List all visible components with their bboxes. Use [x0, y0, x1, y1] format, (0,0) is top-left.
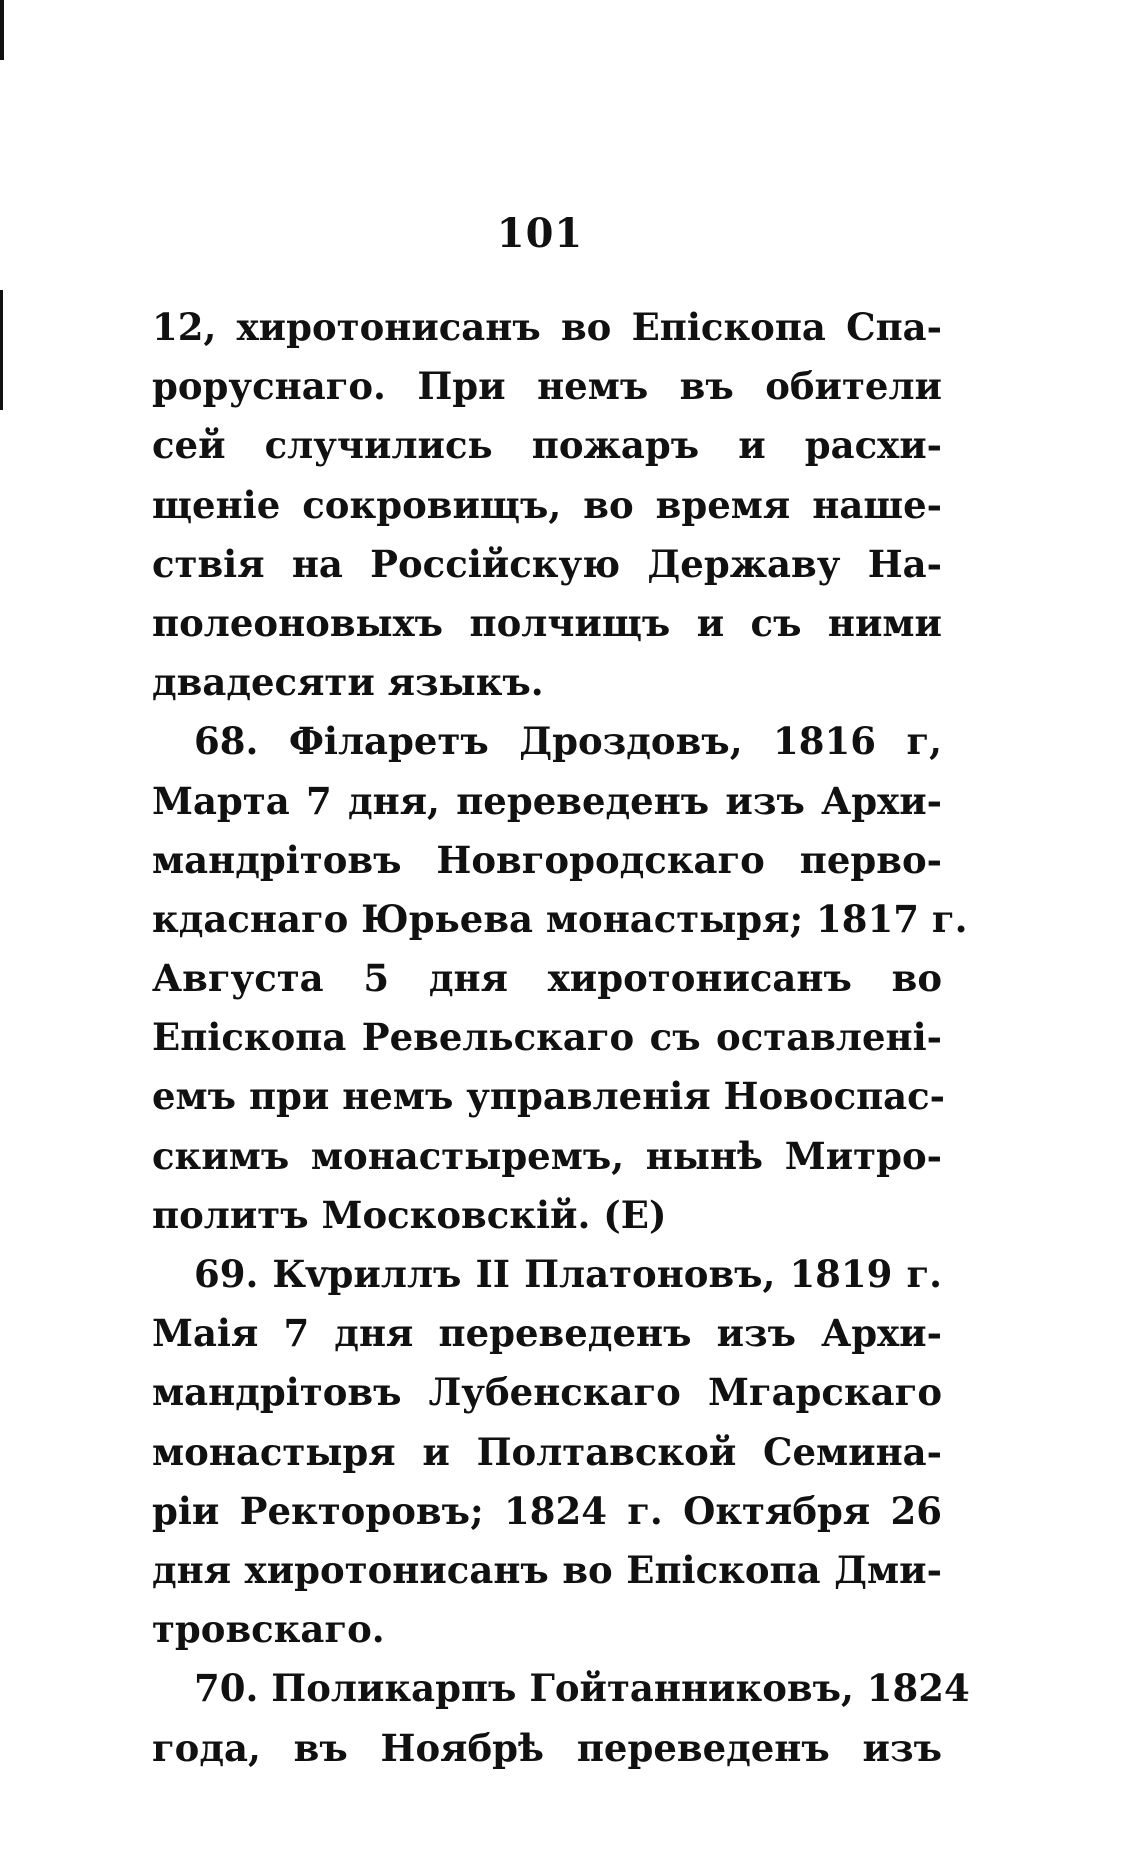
- text-line: двадесяти языкъ.: [152, 660, 544, 705]
- text-line: ріи Ректоровъ; 1824 г. Октября 26: [152, 1488, 942, 1533]
- text-line: дня хиротонисанъ во Епіскопа Дми-: [152, 1547, 942, 1592]
- text-line: года, въ Ноябрѣ переведенъ изъ: [152, 1725, 942, 1770]
- entry-69-start: 69. Кvриллъ II Платоновъ, 1819 г.: [194, 1252, 942, 1296]
- text-line: политъ Московскій. (Е): [152, 1192, 667, 1237]
- text-line: мандрітовъ Лубенскаго Мгарскаго: [152, 1370, 942, 1415]
- entry-68-start: 68. Філаретъ Дроздовъ, 1816 г,: [194, 719, 942, 764]
- text-line: тровскаго.: [152, 1607, 385, 1652]
- text-line: щеніе сокровищъ, во время наше-: [152, 482, 942, 527]
- page-number: 101: [496, 210, 584, 257]
- text-line: ствія на Россійскую Державу На-: [152, 541, 942, 586]
- left-edge-mark: [0, 290, 3, 410]
- text-line: 12, хиротонисанъ во Епіскопа Спа-: [152, 305, 942, 349]
- text-line: сей случились пожаръ и расхи-: [152, 423, 942, 468]
- text-line: полеоновыхъ полчищъ и съ ними: [152, 600, 942, 645]
- body-text: [152, 298, 970, 1778]
- text-line: Епіскопа Ревельскаго съ оставлені-: [152, 1015, 942, 1060]
- text-line: кдаснаго Юрьева монастыря; 1817 г.: [152, 896, 968, 941]
- text-line: роруснаго. При немъ въ обители: [152, 364, 942, 409]
- entry-70-start: 70. Поликарпъ Гойтанниковъ, 1824: [194, 1666, 970, 1711]
- left-edge-mark: [0, 0, 4, 60]
- text-line: скимъ монастыремъ, нынѣ Митро-: [152, 1133, 942, 1178]
- text-line: Маія 7 дня переведенъ изъ Архи-: [152, 1311, 942, 1356]
- text-line: монастыря и Полтавской Семина-: [152, 1429, 942, 1474]
- text-line: емъ при немъ управленія Новоспас-: [152, 1074, 946, 1119]
- text-line: мандрітовъ Новгородскаго перво-: [152, 837, 942, 882]
- text-line: Августа 5 дня хиротонисанъ во: [152, 956, 942, 1001]
- text-line: Марта 7 дня, переведенъ изъ Архи-: [152, 778, 942, 823]
